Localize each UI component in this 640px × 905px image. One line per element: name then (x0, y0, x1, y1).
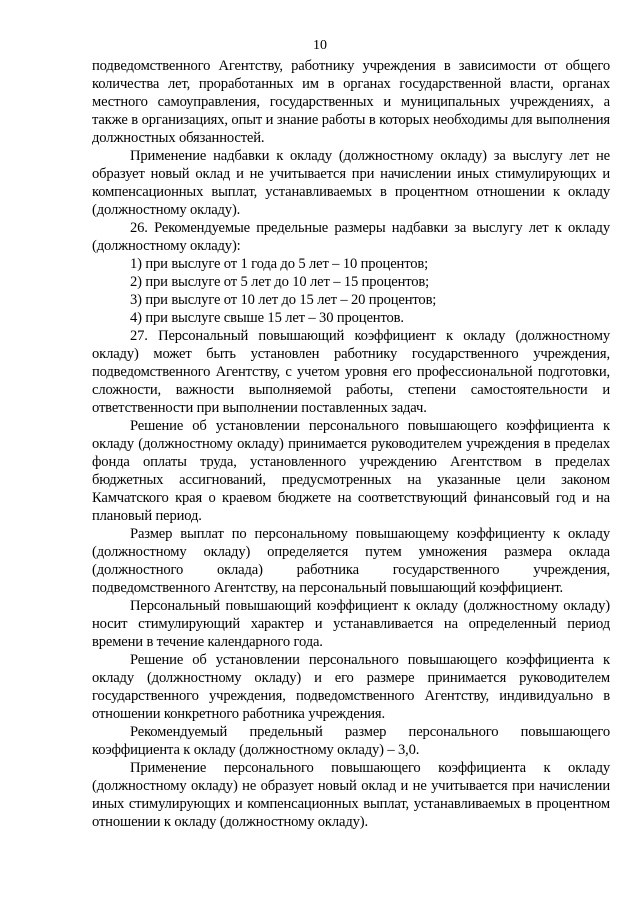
paragraph-coefficient-application: Применение персонального повышающего коэффициента к окладу (должностному окладу) не образует новый оклад и не учитывается при начислении иных стимулирующих и компенсационных выплат, устанавливаемых в процентном отношении к окладу (должностному окладу). (92, 760, 610, 830)
paragraph-coefficient-decision: Решение об установлении персонального повышающего коэффициента к окладу (должностному окладу) принимается руководителем учреждения в пределах фонда оплаты труда, установленного учреждению Агентством в пределах бюджетных ассигнований, предусмотренных на указанные цели законом Камчатского края о краевом бюджете на соответствующий финансовый год и на плановый период. (92, 418, 610, 524)
document-body (92, 57, 610, 831)
paragraph-bonus-application: Применение надбавки к окладу (должностному окладу) за выслугу лет не образует новый оклад и не учитывается при начислении иных стимулирующих и компенсационных выплат, устанавливаемых в процентном отношении к окладу (должностному окладу). (92, 148, 610, 218)
list-item-3: 3) при выслуге от 10 лет до 15 лет – 20 процентов; (130, 292, 437, 308)
paragraph-coefficient-nature: Персональный повышающий коэффициент к окладу (должностному окладу) носит стимулирующий характер и устанавливается на определенный период времени в течение календарного года. (92, 598, 610, 650)
list-item-4: 4) при выслуге свыше 15 лет – 30 процентов. (130, 310, 404, 326)
paragraph-continuation: подведомственного Агентству, работнику учреждения в зависимости от общего количества лет, проработанных им в органах государственной власти, органах местного самоуправления, государственных и муниципальных учреждениях, а также в организациях, опыт и знание работы в которых необходимы для выполнения должностных обязанностей. (92, 58, 610, 146)
list-item-2: 2) при выслуге от 5 лет до 10 лет – 15 процентов; (130, 274, 430, 290)
paragraph-recommended-max: Рекомендуемый предельный размер персонального повышающего коэффициента к окладу (должностному окладу) – 3,0. (92, 724, 610, 758)
paragraph-coefficient-size-decision: Решение об установлении персонального повышающего коэффициента к окладу (должностному окладу) и его размере принимается руководителем государственного учреждения, подведомственного Агентству, индивидуально в отношении конкретного работника учреждения. (92, 652, 610, 722)
paragraph-payment-size: Размер выплат по персональному повышающему коэффициенту к окладу (должностному окладу) определяется путем умножения размера оклада (должностного оклада) работника государственного учреждения, подведомственного Агентству, на персональный повышающий коэффициент. (92, 526, 610, 596)
page-number: 10 (313, 38, 327, 53)
list-item-1: 1) при выслуге от 1 года до 5 лет – 10 процентов; (130, 256, 429, 272)
paragraph-item-27: 27. Персональный повышающий коэффициент к окладу (должностному окладу) может быть установлен работнику государственного учреждения, подведомственного Агентству, с учетом уровня его профессиональной подготовки, сложности, важности выполняемой работы, степени самостоятельности и ответственности при выполнении поставленных задач. (92, 328, 610, 416)
paragraph-item-26: 26. Рекомендуемые предельные размеры надбавки за выслугу лет к окладу (должностному окладу): (92, 220, 610, 254)
